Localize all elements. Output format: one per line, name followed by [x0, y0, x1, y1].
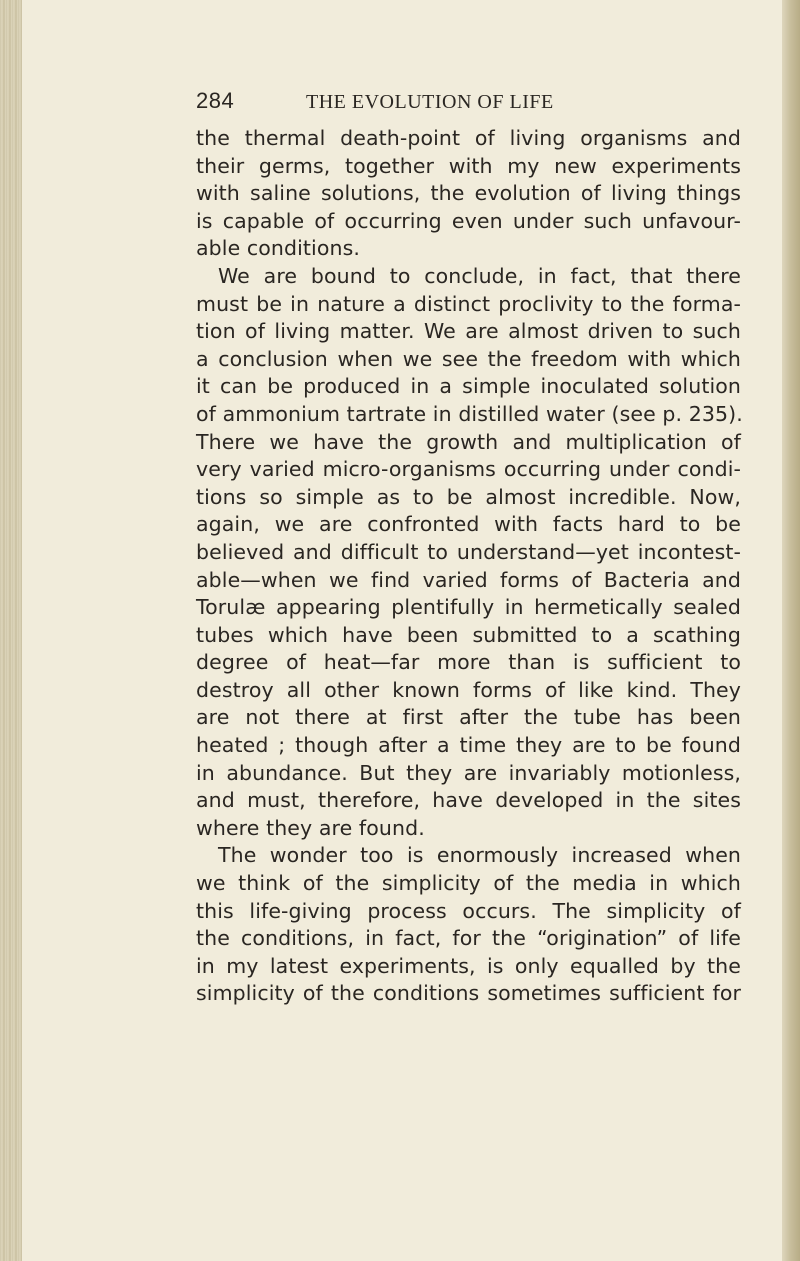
- binding-gutter: [0, 0, 22, 1261]
- text-line: the conditions, in fact, for the “origination” of life: [196, 926, 741, 951]
- text-line: The wonder too is enormously increased when: [218, 843, 741, 868]
- text-line: in my latest experiments, is only equalled by the: [196, 953, 741, 978]
- body-text: [196, 125, 741, 1008]
- text-line: destroy all other known forms of like kind. They: [196, 677, 741, 702]
- text-line: again, we are confronted with facts hard to be: [196, 512, 741, 537]
- text-line: the thermal death-point of living organisms and: [196, 126, 741, 150]
- text-line: their germs, together with my new experiments: [196, 153, 741, 178]
- text-line: believed and difficult to understand—yet incontest-: [196, 539, 741, 564]
- paragraph-3: [196, 842, 741, 1008]
- text-line: where they are found.: [196, 815, 425, 840]
- text-line: of ammonium tartrate in distilled water (see p. 235).: [196, 401, 743, 426]
- text-line: Torulæ appearing plentifully in hermetically sealed: [196, 595, 741, 620]
- text-line: is capable of occurring even under such unfavour-: [196, 208, 741, 233]
- paragraph-1: [196, 125, 741, 263]
- text-line: simplicity of the conditions sometimes sufficient for: [196, 981, 741, 1006]
- running-title: THE EVOLUTION OF LIFE: [306, 91, 554, 113]
- text-line: with saline solutions, the evolution of living things: [196, 181, 741, 206]
- text-line: it can be produced in a simple inoculated solution: [196, 374, 741, 399]
- page-number: 284: [196, 88, 235, 113]
- page-edge: [782, 0, 800, 1261]
- paragraph-2: [196, 263, 741, 842]
- text-line: a conclusion when we see the freedom with which: [196, 346, 741, 371]
- text-line: must be in nature a distinct proclivity to the forma-: [196, 291, 741, 316]
- text-line: and must, therefore, have developed in the sites: [196, 788, 741, 813]
- text-line: heated ; though after a time they are to be found: [196, 733, 741, 758]
- text-line: able conditions.: [196, 236, 360, 261]
- text-line: We are bound to conclude, in fact, that there: [218, 263, 741, 288]
- text-line: There we have the growth and multiplication of: [196, 429, 741, 454]
- text-line: tion of living matter. We are almost driven to such: [196, 319, 741, 344]
- text-line: very varied micro-organisms occurring under condi-: [196, 457, 741, 482]
- text-line: in abundance. But they are invariably motionless,: [196, 760, 741, 785]
- text-line: we think of the simplicity of the media in which: [196, 871, 741, 896]
- running-head: [196, 88, 636, 118]
- text-line: are not there at first after the tube has been: [196, 705, 741, 730]
- text-line: tions so simple as to be almost incredible. Now,: [196, 484, 741, 509]
- text-line: degree of heat—far more than is sufficient to: [196, 650, 741, 675]
- text-line: tubes which have been submitted to a scathing: [196, 622, 741, 647]
- text-line: this life-giving process occurs. The simplicity of: [196, 898, 741, 923]
- text-line: able—when we find varied forms of Bacteria and: [196, 567, 741, 592]
